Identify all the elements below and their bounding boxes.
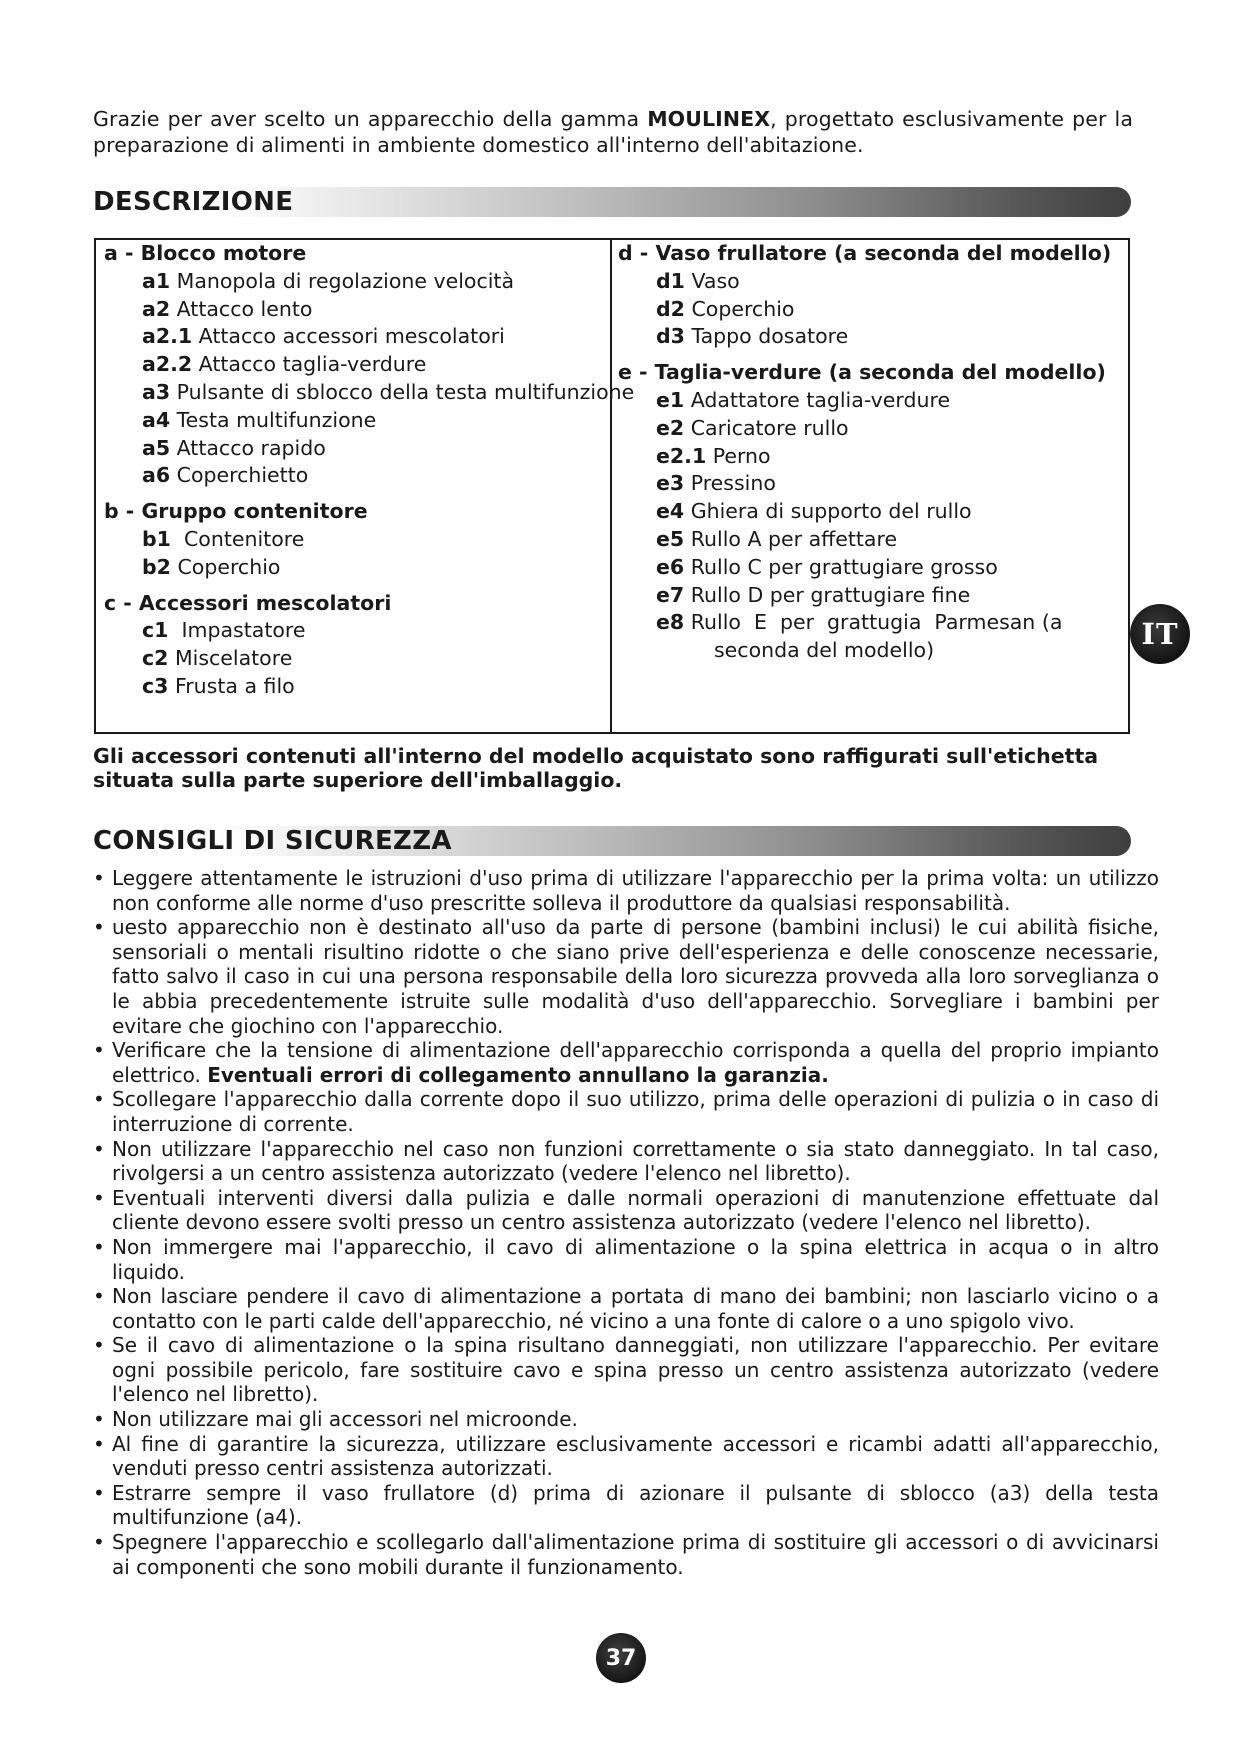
item-a6 <box>104 462 614 490</box>
item-c2 <box>104 645 614 673</box>
item-b2 <box>104 554 614 582</box>
item-label: Rullo A per affettare <box>684 526 898 551</box>
item-code: e2.1 <box>656 443 707 468</box>
item-label: Attacco accessori mescolatori <box>192 324 505 349</box>
item-code: e8 <box>656 610 685 635</box>
item-code: e1 <box>656 387 685 412</box>
spacer <box>618 351 1118 359</box>
language-badge: IT <box>1130 604 1190 664</box>
safety-item: • Non lasciare pendere il cavo di alimentazione a portata di mano dei bambini; non lasciarlo vicino o a contatto con le parti calde dell'apparecchio, né vicino a una fonte di calore o a uno spigolo vivo. <box>93 1284 1159 1333</box>
description-table <box>94 238 1130 734</box>
item-label: Coperchio <box>170 554 281 579</box>
item-d1 <box>618 268 1118 296</box>
item-label: Adattatore taglia-verdure <box>684 387 951 412</box>
item-code: a2.1 <box>142 324 193 349</box>
item-e2 <box>618 415 1118 443</box>
item-label: Attacco rapido <box>170 435 326 460</box>
safety-item: • Scollegare l'apparecchio dalla corrente dopo il suo utilizzo, prima delle operazioni di pulizia o in caso di interruzione di corrente. <box>93 1087 1159 1136</box>
intro-paragraph <box>93 106 1133 158</box>
item-code: e6 <box>656 554 685 579</box>
item-e8-continuation: seconda del modello) <box>714 638 935 663</box>
item-c3 <box>104 673 614 701</box>
safety-item <box>93 1038 1159 1087</box>
item-a2 <box>104 296 614 324</box>
item-a2-2 <box>104 351 614 379</box>
item-code: e2 <box>656 415 685 440</box>
brand-name: MOULINEX <box>647 107 771 131</box>
item-code: e4 <box>656 499 685 524</box>
item-code: a2.2 <box>142 352 193 377</box>
item-code: a5 <box>142 435 171 460</box>
item-label: Rullo E per grattugia Parmesan (a <box>684 610 1063 635</box>
warranty-warning: Eventuali errori di collegamento annullano la garanzia. <box>207 1062 829 1087</box>
item-label: Impastatore <box>168 618 306 643</box>
safety-item: • Eventuali interventi diversi dalla pulizia e dalle normali operazioni di manutenzione effettuate dal cliente devono essere svolti presso un centro assistenza autorizzato (vedere l'elenco nel libretto). <box>93 1186 1159 1235</box>
item-a3 <box>104 379 635 407</box>
section-title-sicurezza: CONSIGLI DI SICUREZZA <box>93 826 452 856</box>
group-title-a: a - Blocco motore <box>104 241 307 265</box>
item-code: d3 <box>656 324 685 349</box>
item-label: Rullo D per grattugiare fine <box>684 582 971 607</box>
safety-item: • Estrarre sempre il vaso frullatore (d) prima di azionare il pulsante di sblocco (a3) della testa multifunzione (a4). <box>93 1481 1159 1530</box>
item-code: b2 <box>142 554 171 579</box>
section-title-descrizione: DESCRIZIONE <box>93 187 294 217</box>
item-label: Rullo C per grattugiare grosso <box>684 554 998 579</box>
safety-list <box>93 866 1159 1579</box>
safety-item: • Non utilizzare mai gli accessori nel microonde. <box>93 1407 1159 1432</box>
item-label: Coperchio <box>684 296 795 321</box>
item-e8 <box>618 609 1118 637</box>
item-a4 <box>104 407 614 435</box>
item-code: a1 <box>142 268 171 293</box>
item-label: Vaso <box>684 268 740 293</box>
item-code: b1 <box>142 526 171 551</box>
page-number-badge: 37 <box>596 1633 646 1683</box>
item-b1 <box>104 526 614 554</box>
safety-item: • uesto apparecchio non è destinato all'uso da parte di persone (bambini inclusi) le cui abilità fisiche, sensoriali o mentali risultino ridotte o che siano prive dell'esperienza e delle conoscenze necessarie, fatto salvo il caso in cui una persona responsabile della loro sicurezza provveda alla loro sorveglianza o le abbia precedentemente istruite sulle modalità d'uso dell'apparecchio. Sorvegliare i bambini per evitare che giochino con l'apparecchio. <box>93 915 1159 1038</box>
safety-item: • Spegnere l'apparecchio e scollegarlo dall'alimentazione prima di sostituire gli accessori o di avvicinarsi ai componenti che sono mobili durante il funzionamento. <box>93 1530 1159 1579</box>
item-d2 <box>618 296 1118 324</box>
item-code: a3 <box>142 379 171 404</box>
item-label: Testa multifunzione <box>170 407 377 432</box>
item-a2-1 <box>104 323 614 351</box>
item-code: c2 <box>142 646 169 671</box>
item-code: c1 <box>142 618 169 643</box>
item-c1 <box>104 617 614 645</box>
item-label: Frusta a filo <box>168 673 295 698</box>
item-label: Manopola di regolazione velocità <box>170 268 515 293</box>
group-title-d: d - Vaso frullatore (a seconda del modello) <box>618 241 1112 265</box>
item-code: d2 <box>656 296 685 321</box>
item-label: Miscelatore <box>168 646 293 671</box>
safety-item-text: Verificare che la tensione di alimentazione dell'apparecchio corrisponda a quella del proprio impianto elettrico. <box>112 1038 1159 1087</box>
safety-item: • Al fine di garantire la sicurezza, utilizzare esclusivamente accessori e ricambi adatti all'apparecchio, venduti presso centri assistenza autorizzati. <box>93 1432 1159 1481</box>
item-code: a2 <box>142 296 171 321</box>
item-a5 <box>104 435 614 463</box>
item-label: Coperchietto <box>170 463 309 488</box>
spacer <box>104 490 614 498</box>
safety-item: • Se il cavo di alimentazione o la spina risultano danneggiati, non utilizzare l'apparecchio. Per evitare ogni possibile pericolo, fare sostituire cavo e spina presso un centro assistenza autorizzato (vedere l'elenco nel libretto). <box>93 1333 1159 1407</box>
item-code: e3 <box>656 471 685 496</box>
group-title-e: e - Taglia-verdure (a seconda del modello) <box>618 360 1106 385</box>
item-d3 <box>618 323 1118 351</box>
item-label: Attacco taglia-verdure <box>192 352 427 377</box>
item-e7 <box>618 582 1118 610</box>
group-title-c: c - Accessori mescolatori <box>104 590 392 615</box>
accessories-note: Gli accessori contenuti all'interno del modello acquistato sono raffigurati sull'etichetta situata sulla parte superiore dell'imballaggio. <box>93 744 1099 792</box>
item-code: e5 <box>656 526 685 551</box>
intro-text-after: , progettato esclusivamente per la preparazione di alimenti in ambiente domestico all'interno dell'abitazione. <box>93 107 1134 157</box>
section-header-descrizione <box>93 187 1131 217</box>
description-left-column <box>104 240 635 701</box>
safety-item: • Non immergere mai l'apparecchio, il cavo di alimentazione o la spina elettrica in acqua o in altro liquido. <box>93 1235 1159 1284</box>
item-e4 <box>618 498 1118 526</box>
item-label: Contenitore <box>170 526 305 551</box>
item-code: d1 <box>656 268 685 293</box>
item-code: c3 <box>142 673 169 698</box>
intro-text-before: Grazie per aver scelto un apparecchio della gamma <box>93 107 648 131</box>
item-code: e7 <box>656 582 685 607</box>
spacer <box>104 582 614 590</box>
item-label: Ghiera di supporto del rullo <box>684 499 972 524</box>
item-e3 <box>618 470 1118 498</box>
item-a1 <box>104 268 614 296</box>
safety-item: • Non utilizzare l'apparecchio nel caso non funzioni correttamente o sia stato danneggiato. In tal caso, rivolgersi a un centro assistenza autorizzato (vedere l'elenco nel libretto). <box>93 1137 1159 1186</box>
item-code: a6 <box>142 463 171 488</box>
item-e6 <box>618 554 1118 582</box>
item-e2-1 <box>618 443 1118 471</box>
item-code: a4 <box>142 407 171 432</box>
item-e1 <box>618 387 1118 415</box>
item-e5 <box>618 526 1118 554</box>
safety-item: • Leggere attentamente le istruzioni d'uso prima di utilizzare l'apparecchio per la prima volta: un utilizzo non conforme alle norme d'uso prescritte solleva il produttore da qualsiasi responsabilità. <box>93 866 1159 915</box>
section-header-sicurezza <box>93 826 1131 856</box>
item-label: Pulsante di sblocco della testa multifunzione <box>170 379 635 404</box>
description-right-column <box>618 240 1118 665</box>
item-label: Pressino <box>684 471 776 496</box>
group-title-b: b - Gruppo contenitore <box>104 499 368 524</box>
item-label: Caricatore rullo <box>684 415 849 440</box>
item-label: Attacco lento <box>170 296 313 321</box>
item-label: Tappo dosatore <box>684 324 849 349</box>
item-label: Perno <box>706 443 771 468</box>
